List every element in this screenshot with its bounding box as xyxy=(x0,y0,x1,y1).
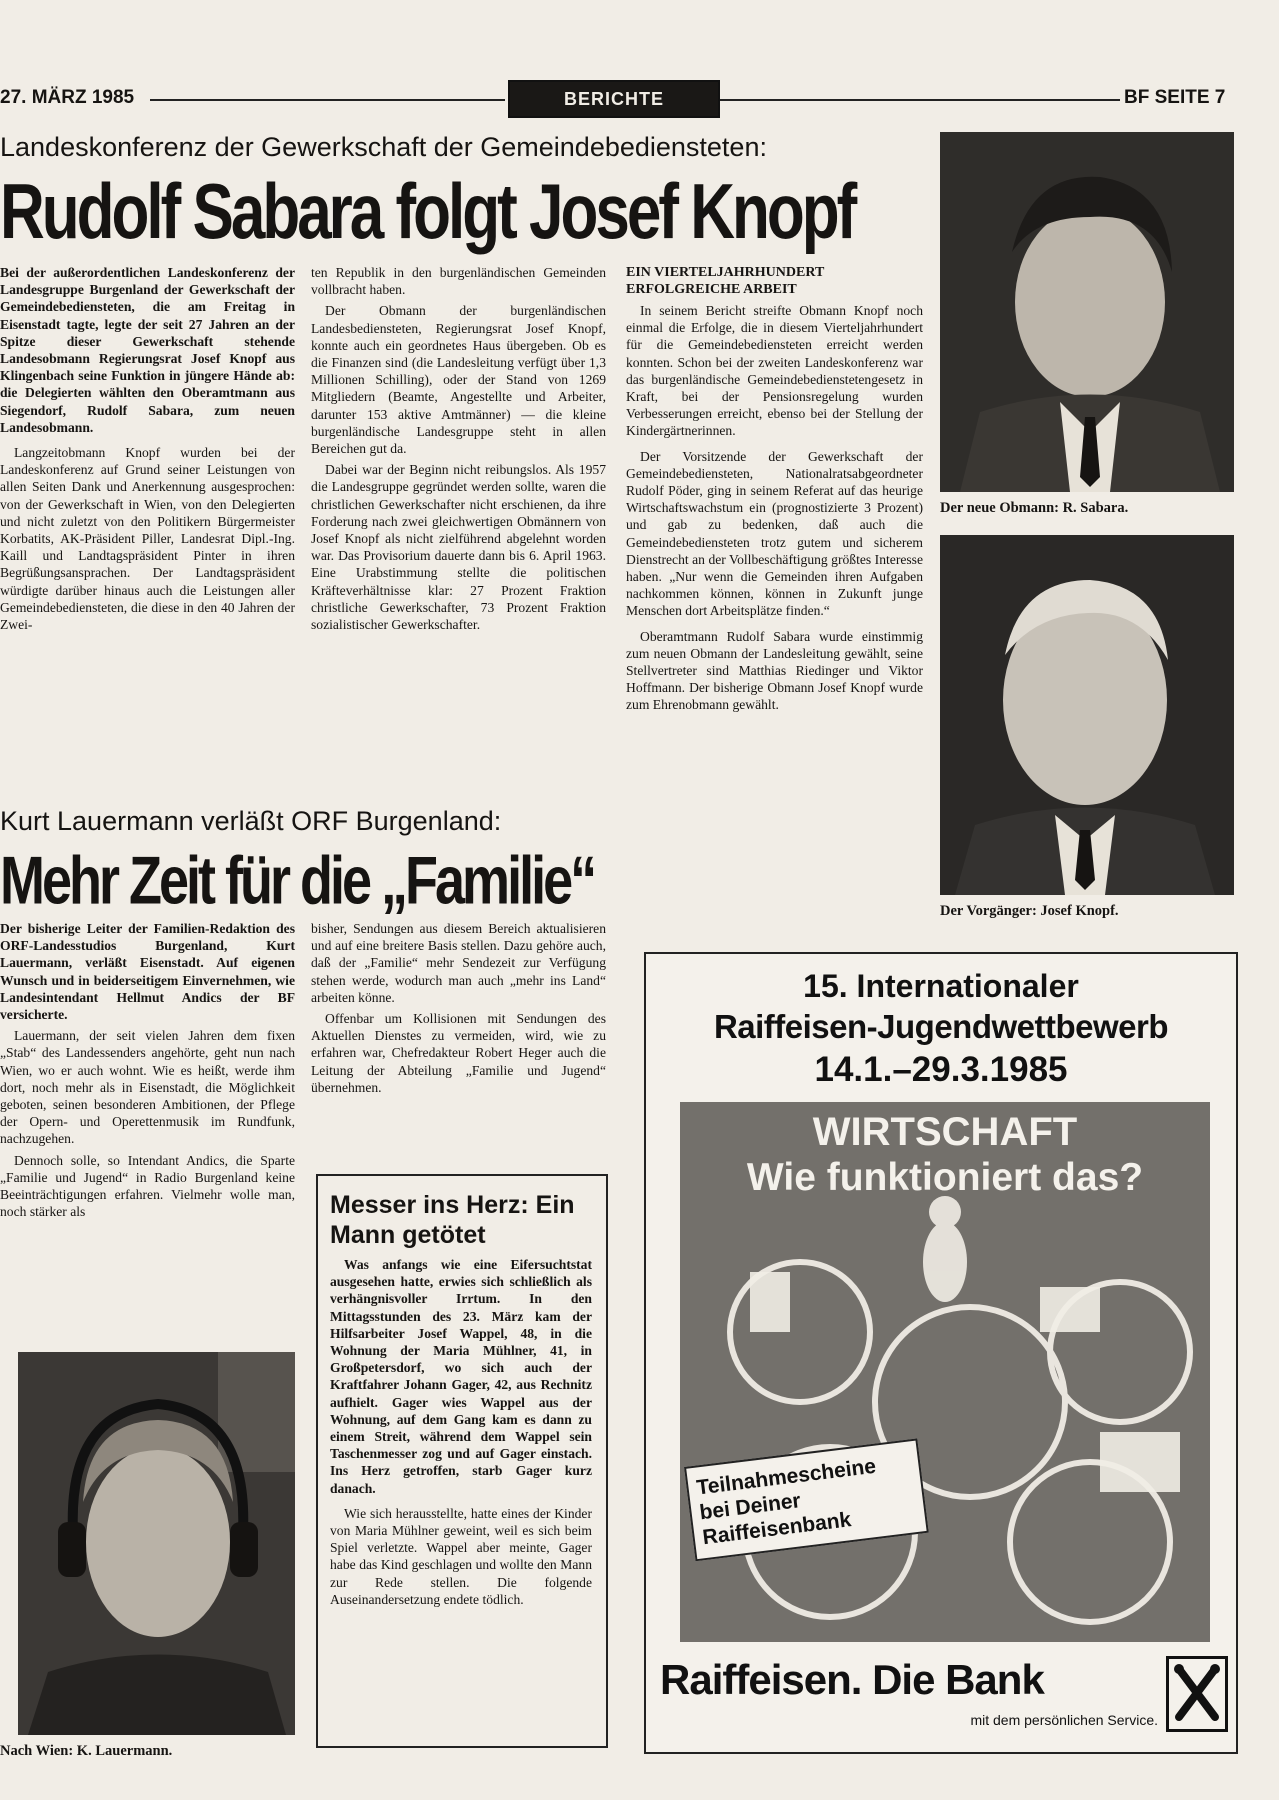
section-label-text: BERICHTE xyxy=(563,88,664,109)
raiffeisen-ad xyxy=(644,952,1238,1754)
ad-banner-1: WIRTSCHAFT xyxy=(812,1110,1078,1154)
article1-paragraph: Oberamtmann Rudolf Sabara wurde einstimmig zum neuen Obmann der Landesleitung gewählt, seine Stellvertreter sind Matthias Riedinger und Viktor Hoffmann. Der bisherige Obmann Josef Knopf wurde zum Ehrenobmann gewählt. xyxy=(626,628,923,713)
ad-line-2: Raiffeisen-Jugendwettbewerb xyxy=(713,1008,1169,1045)
article2-lead: Der bisherige Leiter der Familien-Redaktion des ORF-Landesstudios Burgenland, Kurt Lauermann, verläßt Eisenstadt. Auf eigenen Wunsch und in beiderseitigem Einvernehmen, wie Landesintendant Hellmut Andics der BF versicherte. xyxy=(0,921,295,1023)
ad-line-1: 15. Internationaler xyxy=(803,968,1079,1004)
article2-headline: Mehr Zeit für die „Familie“ xyxy=(0,843,595,919)
section-label xyxy=(508,80,720,118)
issue-date: 27. MÄRZ 1985 xyxy=(0,87,135,108)
portrait-lauermann-image xyxy=(18,1352,295,1735)
article2-paragraph: Lauermann, der seit vielen Jahren dem fixen „Stab“ des Landessenders angehörte, geht nun nach Wien, wo er auch wohnt. Wie es heißt, werde ihm dort, noch mehr als in Eisenstadt, die Möglichkeit geboten, seinen besonderen Ambitionen, der Pflege der Opern- und Operettenmusik im Rundfunk, nachzugehen. xyxy=(0,1028,295,1147)
article1-lead: Bei der außerordentlichen Landeskonferenz der Landesgruppe Burgenland der Gewerkschaft der Gemeindebediensteten, die am Freitag in Eisenstadt tagte, legte der seit 27 Jahren an der Spitze dieser Gewerkschaft stehende Landesobmann Regierungsrat Josef Knopf aus Klingenbach seine Funktion in jüngere Hände ab: die Delegierten wählten den Oberamtmann aus Siegendorf, Rudolf Sabara, zum neuen Landesobmann. xyxy=(0,265,295,435)
article3-paragraph: Wie sich herausstellte, hatte eines der Kinder von Maria Mühlner geweint, weil es sich beim Spiel verletzte. Wappel aber meinte, Gager habe das Kind geschlagen und wollte den Mann zur Rede stellen. Die folgende Auseinandersetzung endete tödlich. xyxy=(330,1505,592,1607)
portrait-sabara xyxy=(940,132,1234,492)
article1-column-2 xyxy=(311,264,606,637)
ad-sign: Teilnahmescheine bei Deiner Raiffeisenbank xyxy=(684,1438,929,1561)
article3-box xyxy=(316,1174,608,1748)
caption-lauermann: Nach Wien: K. Lauermann. xyxy=(0,1743,173,1759)
article2-column-1 xyxy=(0,920,295,1224)
ad-slogan-sub: mit dem persönlichen Service. xyxy=(970,1712,1158,1728)
article1-paragraph: In seinem Bericht streifte Obmann Knopf noch einmal die Erfolge, die in diesem Vierteljahrhundert für die Gemeindebediensteten erreicht werden konnten. Schon bei der zweiten Landeskonferenz war das burgenländische Gemeindebedienstetengesetz in Kraft, bei der Pensionsregelung wurden Verbesserungen erreicht, ebenso bei der Stellung der Kindergärtnerinnen. xyxy=(626,303,923,439)
article3-body xyxy=(330,1256,592,1612)
article2-paragraph: Offenbar um Kollisionen mit Sendungen des Aktuellen Dienstes zu vermeiden, wird, wie zu erfahren war, Chefredakteur Robert Heger auch die Leitung der Abteilung „Familie und Jugend“ übernehmen. xyxy=(311,1011,606,1095)
article2-column-2 xyxy=(311,920,606,1100)
page-number: BF SEITE 7 xyxy=(1124,87,1226,108)
article1-paragraph: ten Republik in den burgenländischen Gemeinden vollbracht haben. xyxy=(311,265,606,298)
caption-sabara: Der neue Obmann: R. Sabara. xyxy=(940,500,1129,516)
article3-headline: Messer ins Herz: Ein Mann getötet xyxy=(330,1191,575,1249)
article1-paragraph: Dabei war der Beginn nicht reibungslos. Als 1957 die Landesgruppe gegründet werden sollte, waren die christlichen Gewerkschafter nicht erschienen, da ihre Forderung nach zwei gleichwertigen Obmännern von Josef Knopf als nicht zielführend abgelehnt worden war. Das Provisorium dauerte dann bis 6. April 1963. Eine Urabstimmung stellte die politischen Kräfteverhältnisse klar: 27 Prozent Fraktion christliche Gewerkschafter, 73 Prozent Fraktion sozialistischer Gewerkschafter. xyxy=(311,462,606,633)
portrait-lauermann xyxy=(18,1352,295,1735)
portrait-knopf-image xyxy=(940,535,1234,895)
article1-column-1 xyxy=(0,264,295,637)
raiffeisen-gable-cross-icon xyxy=(1169,1659,1225,1729)
article2-kicker: Kurt Lauermann verläßt ORF Burgenland: xyxy=(0,806,502,836)
article1-paragraph: Der Obmann der burgenländischen Landesbediensteten, Regierungsrat Josef Knopf, konnte auch ein geordnetes Haus übergeben. Ob es die Finanzen sind (die Landesleitung verfügt über 1,3 Millionen Schilling), oder der Stand von 1269 Mitgliedern (Beamte, Angestellte und Arbeiter, darunter 153 aktive Amtmänner) — die kleine burgenländische Landesgruppe steht in allen Bereichen gut da. xyxy=(311,303,606,457)
ad-line-3: 14.1.–29.3.1985 xyxy=(814,1050,1068,1089)
article1-subhead: EIN VIERTELJAHRHUNDERT ERFOLGREICHE ARBEIT xyxy=(626,265,825,297)
article2-paragraph: Dennoch solle, so Intendant Andics, die Sparte „Familie und Jugend“ in Radio Burgenland keine Beeinträchtigungen erfahren. Vielmehr wolle man, noch stärker als xyxy=(0,1152,295,1220)
header-rule-right xyxy=(720,99,1120,101)
ad-banner-2: Wie funktioniert das? xyxy=(746,1156,1144,1199)
article1-paragraph: Der Vorsitzende der Gewerkschaft der Gemeindebediensteten, Nationalratsabgeordneter Rudolf Pöder, ging in seinem Referat auf das heurige Wirtschaftswachstum ein (prognostizierte 3 Prozent) und gab zu bedenken, daß auch die Gemeindebediensteten trotz gutem und sicherem Dienstrecht an der Vollbeschäftigung größtes Interesse haben. „Nur wenn die Gemeinden ihren Aufgaben nachkommen können, können in Zukunft junge Menschen dort Arbeitsplätze finden.“ xyxy=(626,448,923,619)
ad-illustration xyxy=(680,1102,1210,1642)
article1-headline: Rudolf Sabara folgt Josef Knopf xyxy=(0,169,855,256)
portrait-sabara-image xyxy=(940,132,1234,492)
portrait-knopf xyxy=(940,535,1234,895)
article1-kicker: Landeskonferenz der Gewerkschaft der Gemeindebediensteten: xyxy=(0,132,767,162)
article3-lead: Was anfangs wie eine Eifersuchtstat ausgesehen hatte, erwies sich schließlich als verhängnisvoller Irrtum. In den Mittagsstunden des 23. März kam der Hilfsarbeiter Josef Wappel, 48, in die Wohnung der Maria Mühlner, 41, in Großpetersdorf, wo sich auch der Kraftfahrer Johann Gager, 42, aus Rechnitz aufhielt. Gager wies Wappel aus der Wohnung, auf dem Gang kam es dann zu einem Streit, während dem Wappel sein Taschenmesser zog und auf Gager einstach. Ins Herz getroffen, starb Gager kurz danach. xyxy=(330,1257,592,1496)
caption-knopf: Der Vorgänger: Josef Knopf. xyxy=(940,903,1119,919)
ad-slogan: Raiffeisen. Die Bank xyxy=(660,1656,1044,1703)
header-rule-left xyxy=(150,99,505,101)
article1-column-3 xyxy=(626,264,923,718)
article2-paragraph: bisher, Sendungen aus diesem Bereich aktualisieren und auf eine breitere Basis stellen. Dazu gehöre auch, daß der „Familie“ mehr Sendezeit zur Verfügung stehen werde, wodurch man auch „mehr ins Land“ arbeiten könne. xyxy=(311,921,606,1005)
raiffeisen-logo-icon xyxy=(1166,1656,1228,1732)
article1-paragraph: Langzeitobmann Knopf wurden bei der Landeskonferenz auf Grund seiner Leistungen von allen Seiten Dank und Anerkennung ausgesprochen: von der Gewerkschaft in Wien, von den Delegierten und nicht zuletzt von den Politikern Bürgermeister Korbatits, AK-Präsident Piller, Landesrat Dipl.-Ing. Kaill und Landtagspräsident Pinter in ihren Begrüßungsansprachen. Der Landtagspräsident würdigte darüber hinaus auch die Leistungen aller Gemeindebediensteten, die diese in den 40 Jahren der Zwei- xyxy=(0,445,295,633)
